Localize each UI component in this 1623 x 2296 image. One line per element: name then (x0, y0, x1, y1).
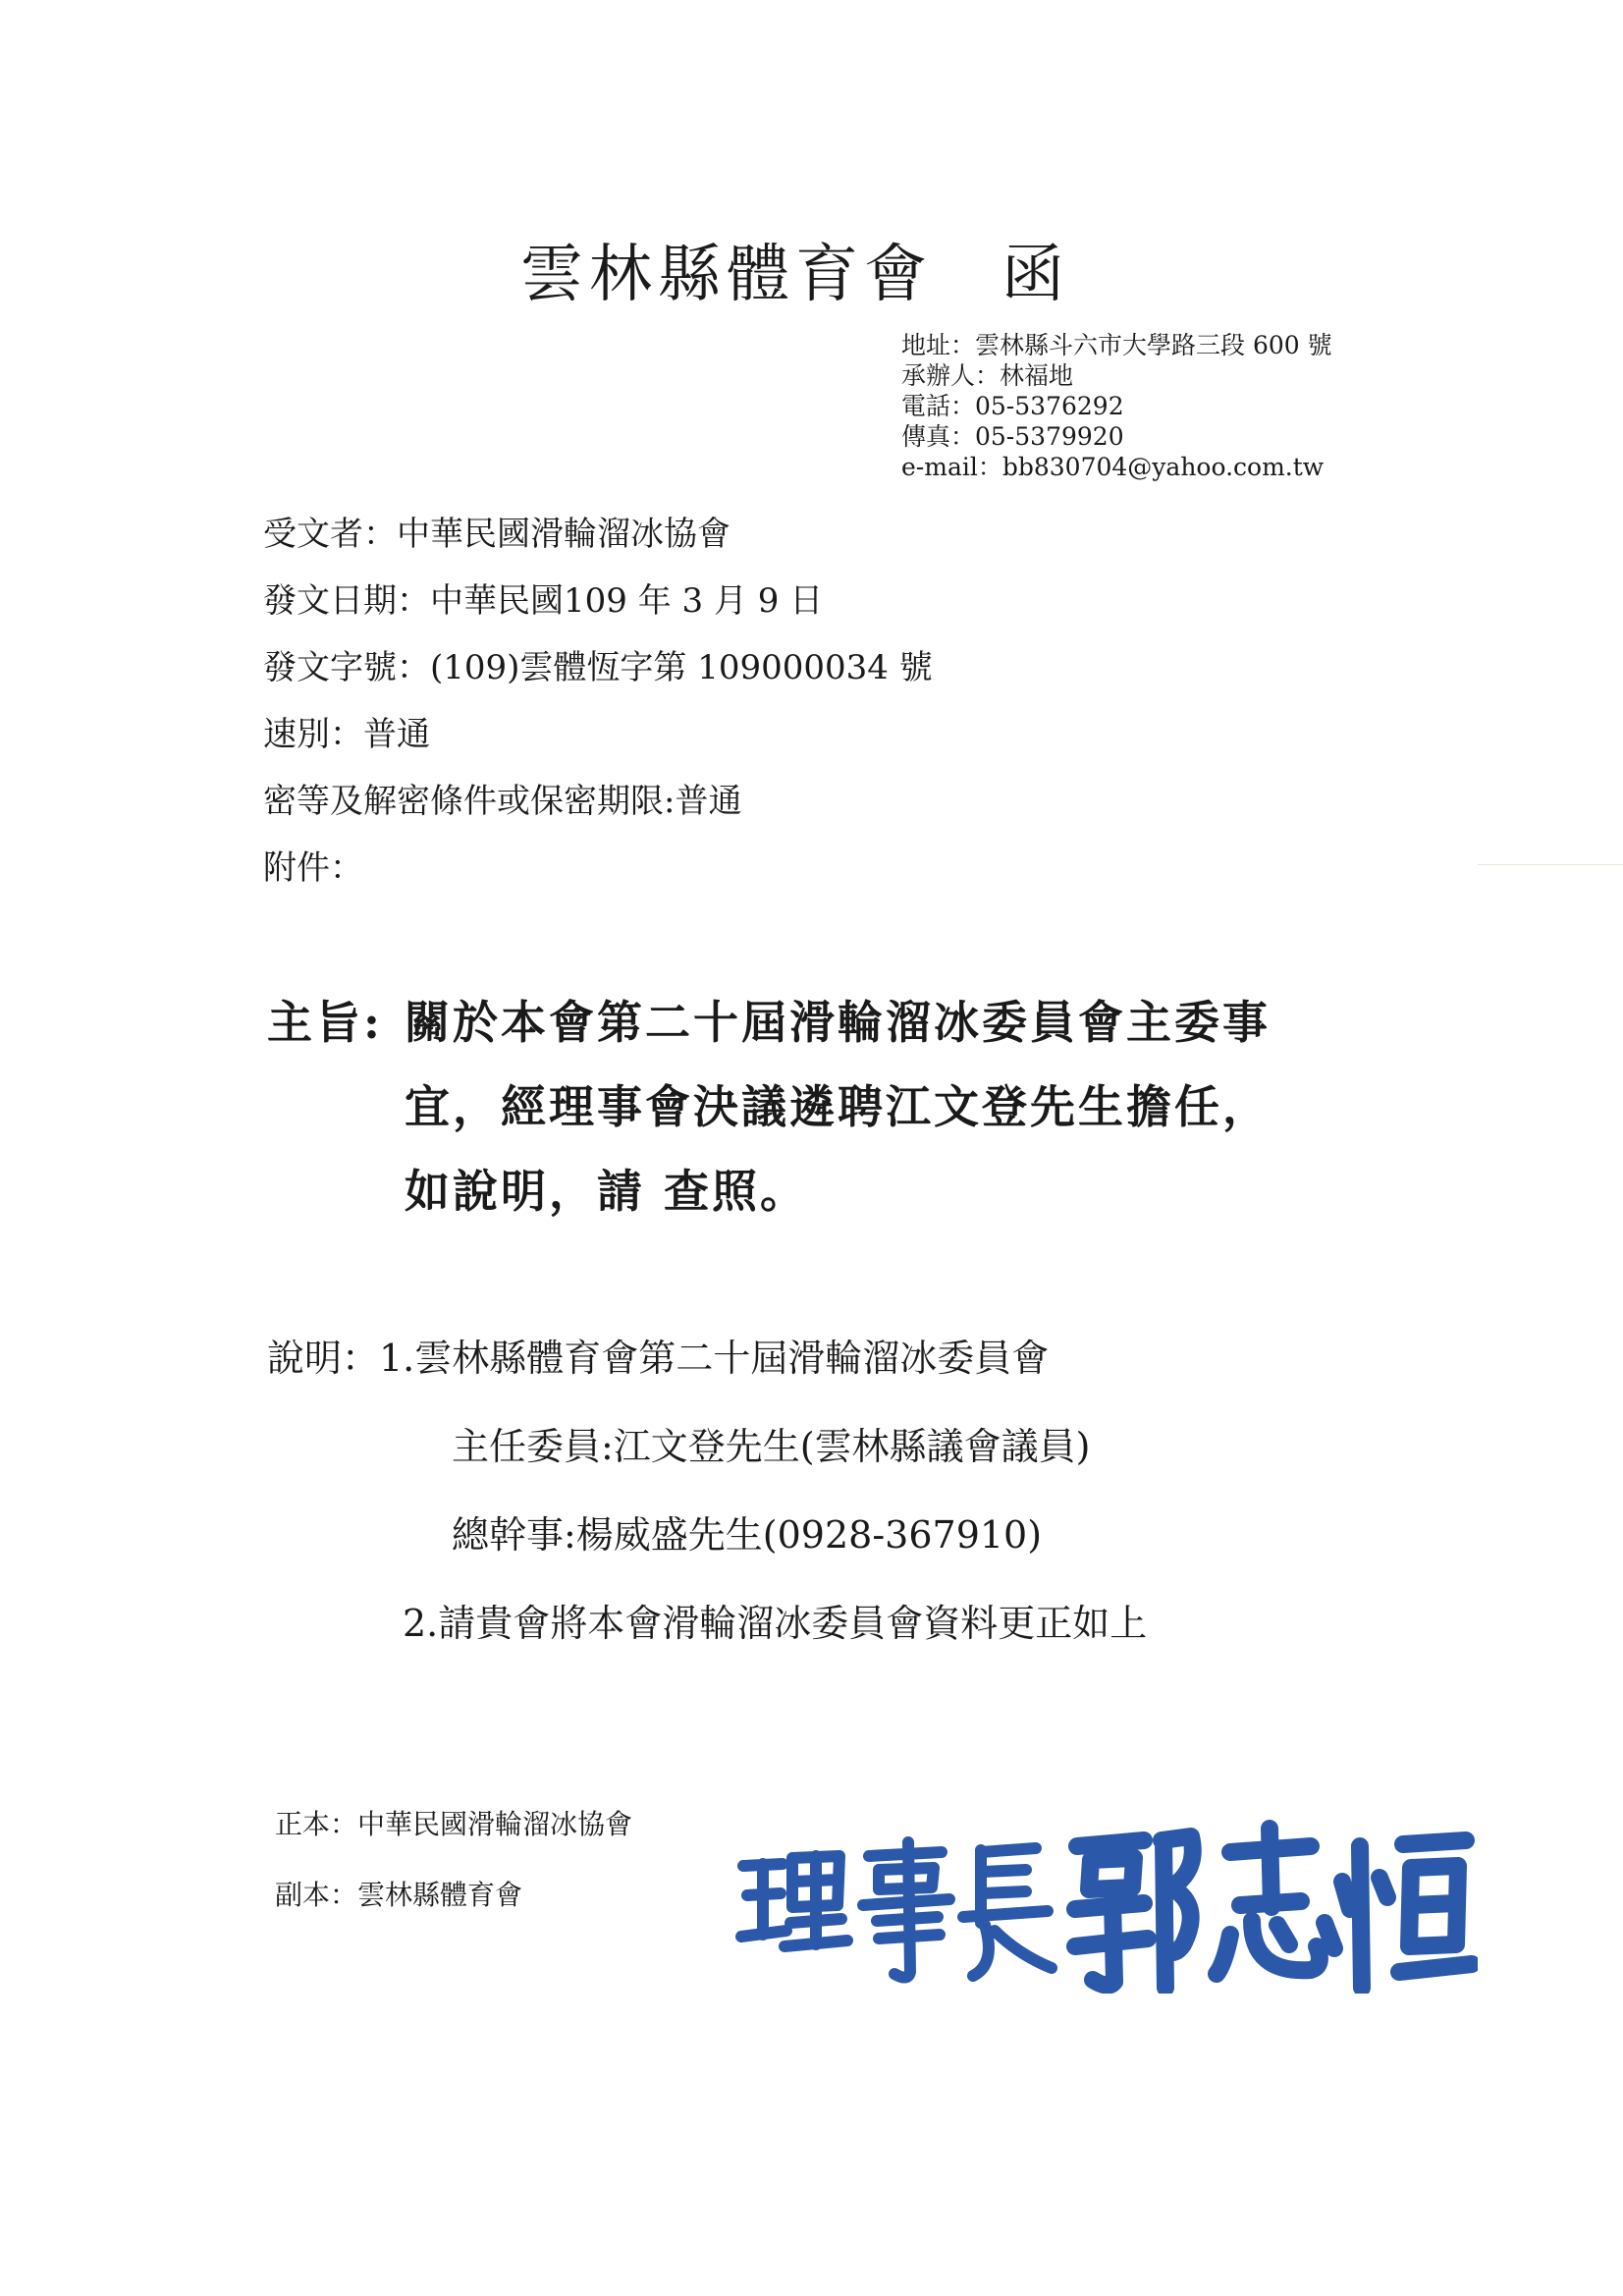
handler-line: 承辦人：林福地 (901, 361, 1074, 390)
attachment-line: 附件： (263, 848, 363, 888)
subject-line-3: 如說明，請 查照。 (405, 1165, 809, 1218)
seal-char-1 (741, 1856, 847, 1946)
address-line: 地址：雲林縣斗六市大學路三段 600 號 (901, 331, 1332, 359)
speed-line: 速別：普通 (263, 715, 430, 754)
phone-line: 電話：05-5376292 (901, 392, 1124, 420)
document-title (520, 224, 1070, 314)
email-line: e-mail：bb830704@yahoo.com.tw (901, 453, 1325, 481)
duplicate-copy-line: 副本：雲林縣體育會 (275, 1879, 523, 1911)
subject-line-1: 關於本會第二十屆滑輪溜冰委員會主委事 (405, 996, 1271, 1049)
date-line: 發文日期：中華民國109 年 3 月 9 日 (263, 581, 824, 621)
seal-char-2 (863, 1842, 949, 1978)
org-title: 雲林縣體育會 (520, 239, 933, 311)
explanation-block (267, 1314, 1147, 1667)
seal-char-5 (1217, 1829, 1334, 1974)
original-copy-line: 正本：中華民國滑輪溜冰協會 (275, 1808, 633, 1840)
explanation-line-3: 總幹事:楊威盛先生(0928-367910) (452, 1513, 1043, 1557)
doc-number-line: 發文字號：(109)雲體恆字第 109000034 號 (263, 648, 933, 687)
seal-char-3 (963, 1848, 1052, 1976)
recipient-line: 受文者：中華民國滑輪溜冰協會 (263, 515, 730, 554)
secrecy-line: 密等及解密條件或保密期限:普通 (263, 782, 742, 821)
subject-line-2: 宜，經理事會決議遴聘江文登先生擔任， (405, 1080, 1271, 1133)
subject-label: 主旨: (267, 996, 383, 1049)
explanation-line-1: 說明：1.雲林縣體育會第二十屆滑輪溜冰委員會 (267, 1337, 1050, 1380)
doc-type: 函 (1001, 239, 1070, 311)
explanation-line-4: 2.請貴會將本會滑輪溜冰委員會資料更正如上 (403, 1602, 1148, 1645)
contact-block (901, 330, 1332, 482)
seal-char-6 (1342, 1840, 1472, 1988)
seal-char-4 (1075, 1836, 1193, 1988)
explanation-line-2: 主任委員:江文登先生(雲林縣議會議員) (452, 1425, 1091, 1468)
fax-line: 傳真：05-5379920 (901, 422, 1124, 451)
chairman-seal (731, 1807, 1478, 1994)
subject-block (267, 980, 1271, 1233)
scan-mark (1478, 864, 1623, 865)
seal-svg (731, 1807, 1478, 1994)
